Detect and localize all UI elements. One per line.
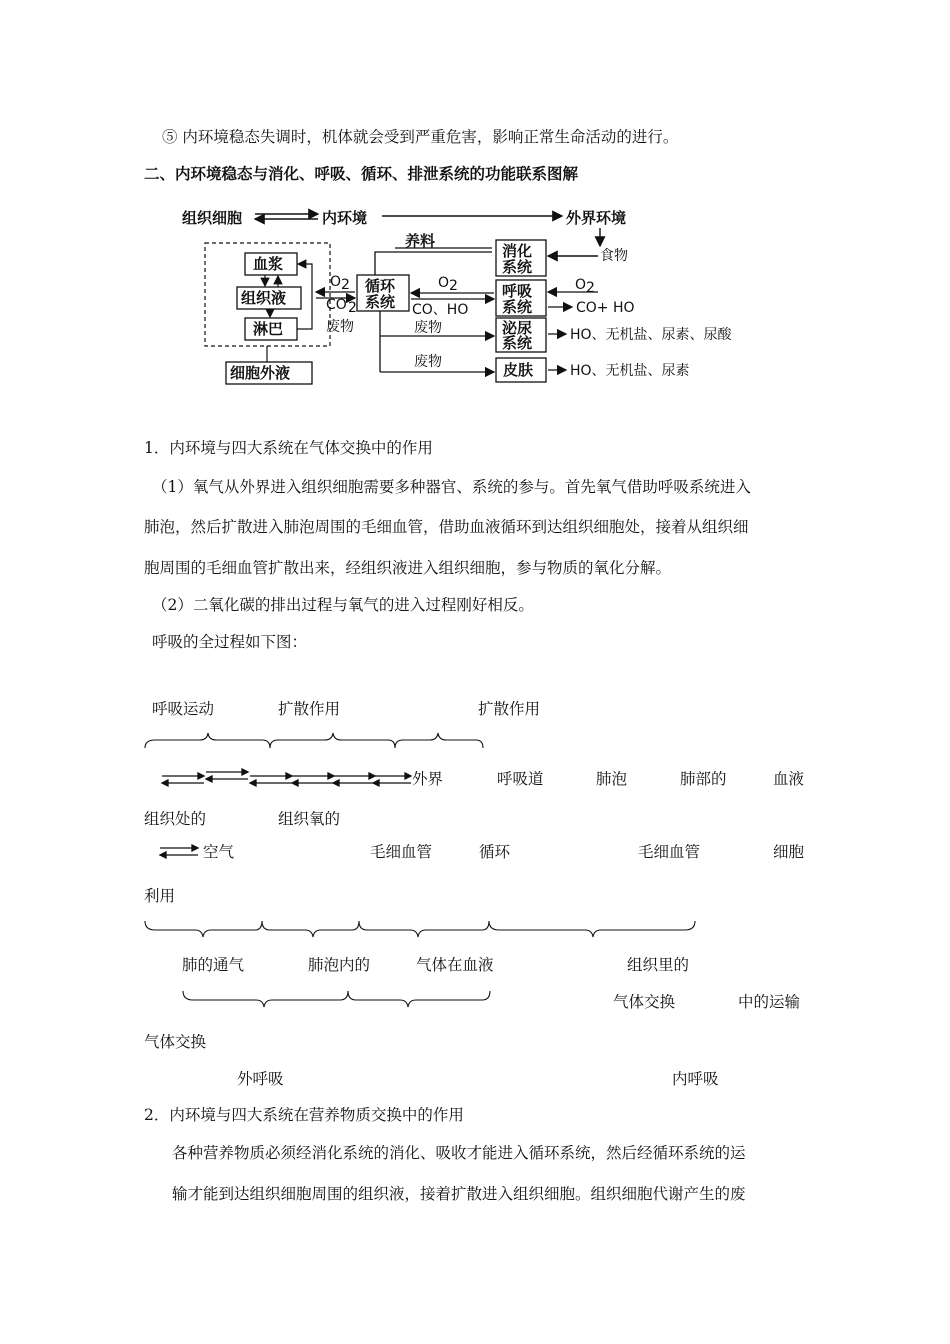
co2-h2o-right-label: CO+ HO — [576, 300, 635, 316]
flow-breathing-label: 呼吸运动 — [152, 700, 215, 718]
flow-blood: 血液 — [773, 770, 805, 788]
s2-paragraph-line-2: 输才能到达组织细胞周围的组织液，接着扩散进入组织细胞。组织细胞代谢产生的废 — [172, 1185, 746, 1203]
waste-left-label: 废物 — [326, 319, 354, 335]
flow-capillary1: 毛细血管 — [370, 843, 433, 861]
flow-lung: 肺部的 — [680, 770, 727, 788]
homeostasis-system-diagram — [0, 0, 950, 420]
svg-text:2: 2 — [348, 300, 357, 316]
urinary-output-label: HO、无机盐、尿素、尿酸 — [570, 327, 732, 343]
circulation-box-label-2: 系统 — [365, 293, 396, 311]
section-2-title: 2．内环境与四大系统在营养物质交换中的作用 — [144, 1106, 464, 1124]
flow-transport: 中的运输 — [738, 993, 801, 1011]
flow-outside: 外界 — [412, 770, 444, 788]
circulation-box-label-1: 循环 — [365, 277, 396, 295]
flow-gas-blood: 气体在血液 — [416, 956, 494, 974]
digestive-box-label-2: 系统 — [502, 258, 533, 276]
flow-use: 利用 — [144, 887, 176, 905]
tissue-fluid-label: 组织液 — [241, 289, 287, 307]
external-env-label: 外界环境 — [566, 209, 627, 227]
flow-gas-exchange2: 气体交换 — [144, 1033, 207, 1051]
respiratory-box-label-1: 呼吸 — [502, 282, 533, 300]
waste-mid2-label: 废物 — [414, 354, 442, 370]
s1-paragraph-line-2: 肺泡，然后扩散进入肺泡周围的毛细血管，借助血液循环到达组织细胞处，接着从组织细 — [144, 518, 749, 536]
o2-left-label: O — [330, 274, 342, 290]
flow-alveoli: 肺泡 — [596, 770, 628, 788]
flow-cell: 细胞 — [773, 843, 805, 861]
skin-box-label: 皮肤 — [503, 361, 534, 379]
internal-env-label: 内环境 — [322, 209, 368, 227]
ecf-label: 细胞外液 — [230, 364, 291, 382]
skin-output-label: HO、无机盐、尿素 — [570, 363, 690, 379]
plasma-label: 血浆 — [253, 255, 284, 273]
s1-paragraph-co2: （2）二氧化碳的排出过程与氧气的进入过程刚好相反。 — [152, 596, 534, 614]
flow-external-resp: 外呼吸 — [237, 1070, 284, 1088]
flow-capillary2: 毛细血管 — [638, 843, 701, 861]
flow-ventilation: 肺的通气 — [182, 956, 245, 974]
flow-tissue-at: 组织处的 — [144, 810, 207, 828]
waste-mid1-label: 废物 — [414, 320, 442, 336]
section-1-title: 1．内环境与四大系统在气体交换中的作用 — [144, 439, 433, 457]
paragraph-homeostasis-imbalance: ⑤ 内环境稳态失调时，机体就会受到严重危害，影响正常生命活动的进行。 — [162, 128, 679, 146]
tissue-cell-label: 组织细胞 — [182, 209, 243, 227]
flow-air: 空气 — [203, 843, 235, 861]
section-heading-2: 二、内环境稳态与消化、呼吸、循环、排泄系统的功能联系图解 — [144, 164, 579, 183]
digestive-box-label-1: 消化 — [502, 242, 533, 260]
co2-h2o-mid-label: CO、HO — [412, 302, 469, 318]
urinary-box-label-1: 泌尿 — [502, 319, 533, 337]
co2-left-label: CO — [326, 297, 347, 313]
o2-right-label: O — [575, 277, 587, 293]
nutrients-label: 养料 — [405, 232, 436, 250]
svg-text:2: 2 — [341, 277, 350, 293]
s1-paragraph-line-1: （1）氧气从外界进入组织细胞需要多种器官、系统的参与。首先氧气借助呼吸系统进入 — [152, 478, 751, 496]
food-label: 食物 — [600, 248, 628, 264]
flow-diffusion2-label: 扩散作用 — [478, 700, 541, 718]
flow-tissue-in: 组织里的 — [627, 956, 690, 974]
flow-tissue-o2: 组织氧的 — [278, 810, 341, 828]
s1-paragraph-line-3: 胞周围的毛细血管扩散出来，经组织液进入组织细胞，参与物质的氧化分解。 — [144, 559, 672, 577]
urinary-box-label-2: 系统 — [502, 334, 533, 352]
o2-mid-label: O — [438, 275, 450, 291]
flow-diffusion1-label: 扩散作用 — [278, 700, 341, 718]
s1-flow-intro: 呼吸的全过程如下图： — [152, 633, 308, 651]
svg-text:2: 2 — [449, 278, 458, 294]
flow-gas-exchange1: 气体交换 — [613, 993, 676, 1011]
respiratory-box-label-2: 系统 — [502, 298, 533, 316]
s2-paragraph-line-1: 各种营养物质必须经消化系统的消化、吸收才能进入循环系统，然后经循环系统的运 — [172, 1144, 746, 1162]
lymph-label: 淋巴 — [253, 320, 284, 338]
flow-internal-resp: 内呼吸 — [672, 1070, 719, 1088]
flow-alveolar-in: 肺泡内的 — [308, 956, 371, 974]
flow-airway: 呼吸道 — [497, 770, 544, 788]
svg-text:2: 2 — [586, 280, 595, 296]
flow-circulation: 循环 — [479, 843, 511, 861]
